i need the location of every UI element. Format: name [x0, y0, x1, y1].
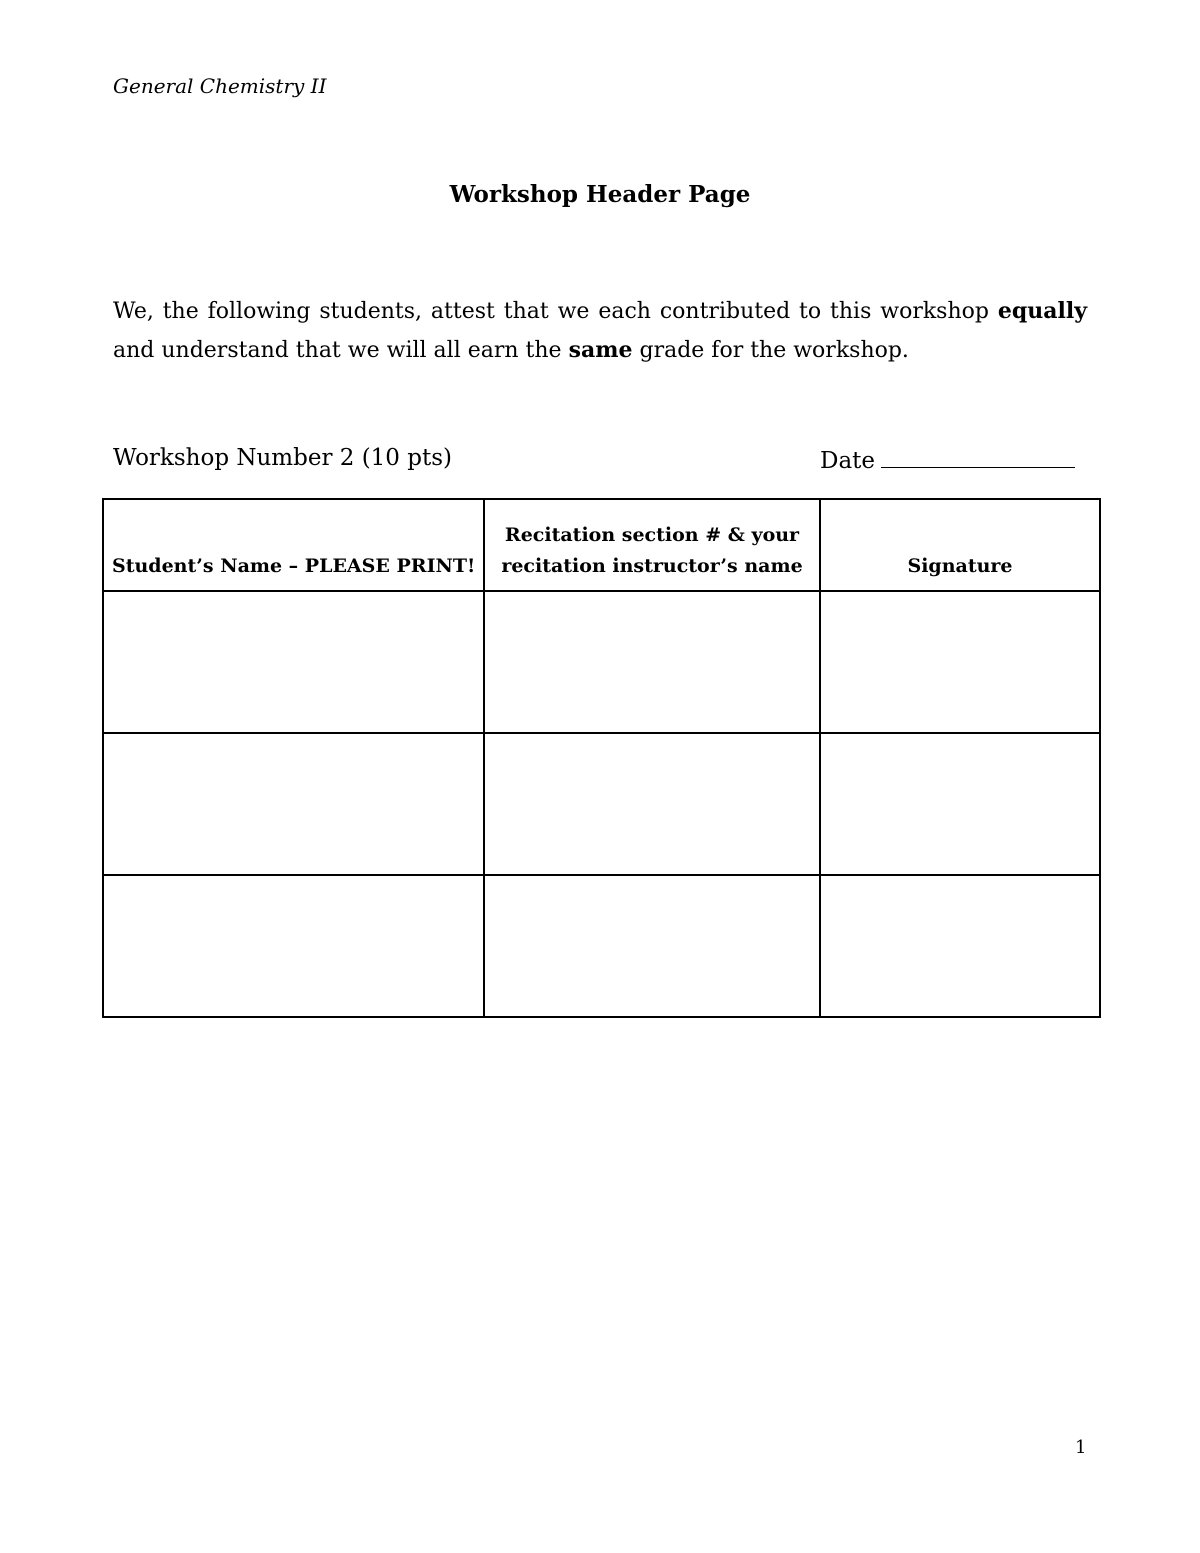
- date-field: [820, 445, 1075, 474]
- student-name-cell[interactable]: [103, 733, 484, 875]
- student-name-cell[interactable]: [103, 591, 484, 733]
- statement-emphasis-equally: equally: [997, 298, 1087, 324]
- column-header-student-name: Student’s Name – PLEASE PRINT!: [103, 499, 484, 591]
- date-label: Date: [820, 448, 876, 474]
- workshop-number-label: Workshop Number 2 (10 pts): [113, 445, 452, 471]
- date-blank-line[interactable]: [881, 445, 1075, 468]
- table-row: [103, 591, 1100, 733]
- attestation-statement: [113, 292, 1087, 370]
- column-header-signature: Signature: [820, 499, 1100, 591]
- student-attestation-table: [102, 498, 1101, 1018]
- column-header-recitation: Recitation section # & your recitation instructor’s name: [484, 499, 820, 591]
- student-name-cell[interactable]: [103, 875, 484, 1017]
- recitation-cell[interactable]: [484, 733, 820, 875]
- statement-text: and understand that we will all earn the: [113, 338, 569, 363]
- statement-text: grade for the workshop.: [632, 338, 909, 363]
- recitation-cell[interactable]: [484, 591, 820, 733]
- table-row: [103, 875, 1100, 1017]
- page-title: Workshop Header Page: [449, 181, 751, 208]
- page-number: 1: [1075, 1437, 1087, 1458]
- statement-emphasis-same: same: [568, 337, 633, 363]
- statement-text: We, the following students, attest that we each contributed to this workshop: [113, 299, 998, 324]
- table-row: [103, 733, 1100, 875]
- recitation-cell[interactable]: [484, 875, 820, 1017]
- signature-cell[interactable]: [820, 875, 1100, 1017]
- signature-cell[interactable]: [820, 733, 1100, 875]
- running-header: General Chemistry II: [113, 74, 327, 98]
- table-header-row: [103, 499, 1100, 591]
- signature-cell[interactable]: [820, 591, 1100, 733]
